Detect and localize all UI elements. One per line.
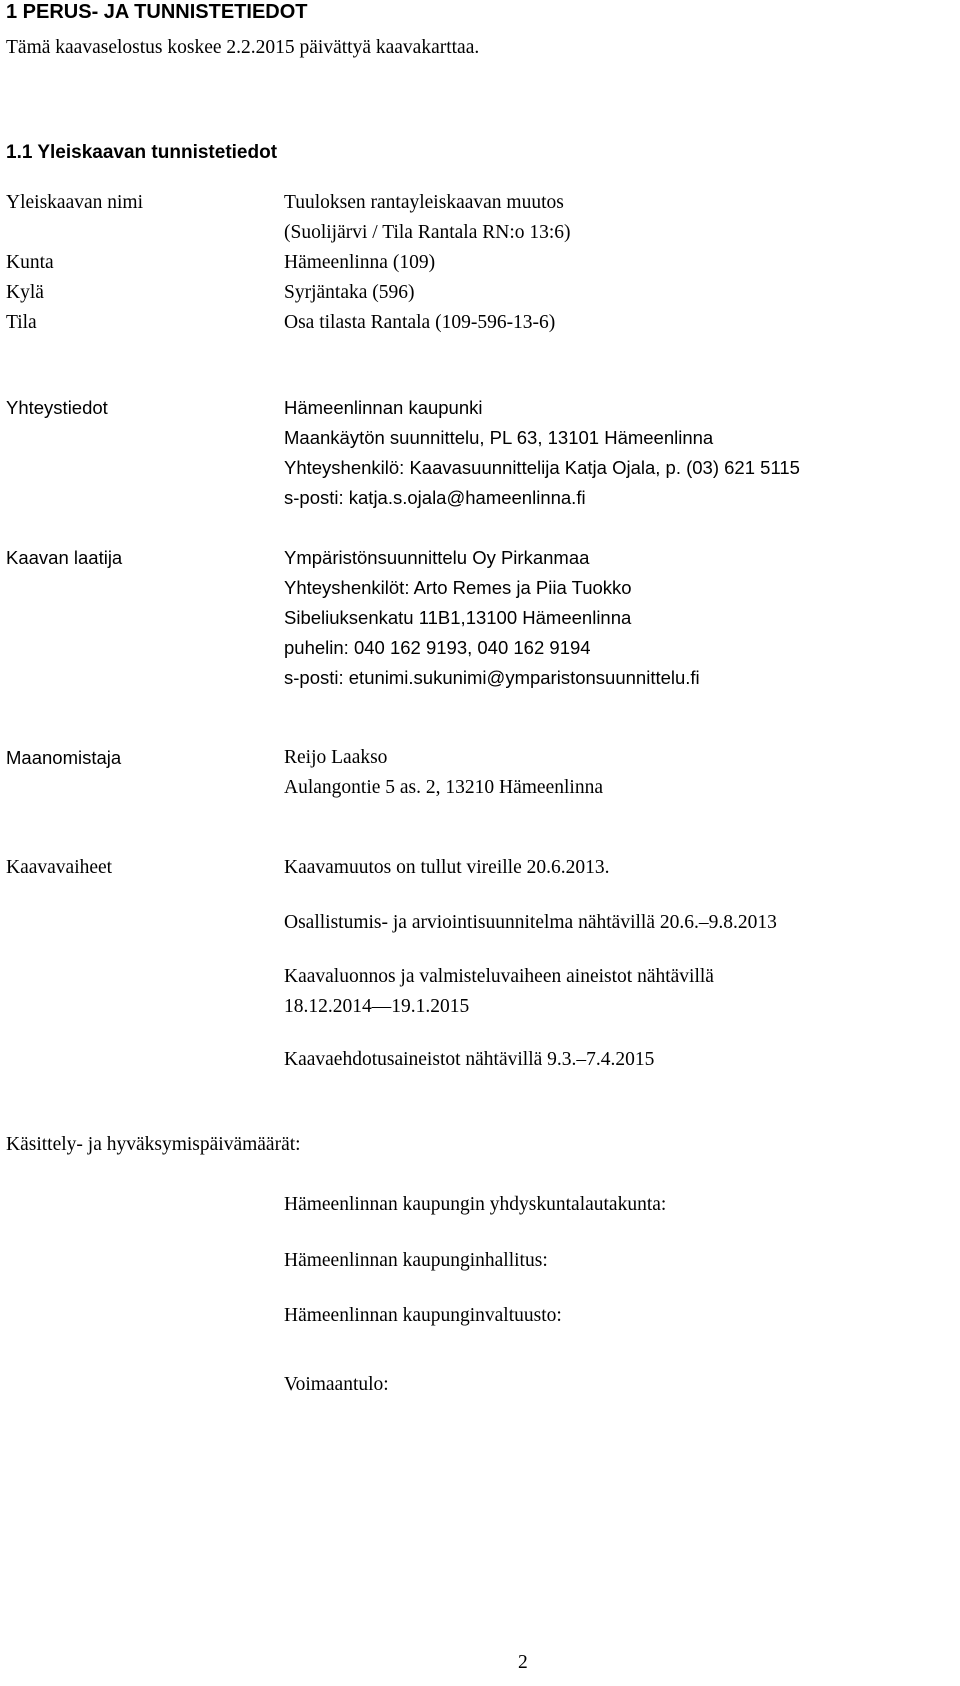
author-line: Ympäristönsuunnittelu Oy Pirkanmaa	[284, 547, 590, 568]
approval-item: Hämeenlinnan kaupunginvaltuusto:	[284, 1305, 562, 1326]
owner-address: Aulangontie 5 as. 2, 13210 Hämeenlinna	[284, 777, 603, 798]
page-number: 2	[518, 1652, 528, 1673]
contacts-line: Yhteyshenkilö: Kaavasuunnittelija Katja Ojala, p. (03) 621 5115	[284, 457, 800, 478]
approval-item: Hämeenlinnan kaupungin yhdyskuntalautakunta:	[284, 1194, 667, 1215]
plan-name-line2: (Suolijärvi / Tila Rantala RN:o 13:6)	[284, 222, 571, 243]
phases-label: Kaavavaiheet	[6, 857, 113, 878]
kyla-label: Kylä	[6, 282, 44, 303]
approval-item: Hämeenlinnan kaupunginhallitus:	[284, 1250, 548, 1271]
page-heading: 1 PERUS- JA TUNNISTETIEDOT	[6, 1, 308, 23]
contacts-line: Maankäytön suunnittelu, PL 63, 13101 Hämeenlinna	[284, 427, 714, 448]
author-line: puhelin: 040 162 9193, 040 162 9194	[284, 637, 591, 658]
owner-name: Reijo Laakso	[284, 747, 388, 768]
contacts-label: Yhteystiedot	[6, 397, 108, 418]
tila-label: Tila	[6, 312, 37, 333]
tila-value: Osa tilasta Rantala (109-596-13-6)	[284, 312, 556, 333]
contacts-email: s-posti: katja.s.ojala@hameenlinna.fi	[284, 487, 586, 508]
author-label: Kaavan laatija	[6, 547, 123, 568]
approval-item: Voimaantulo:	[284, 1374, 389, 1395]
phase-item: Kaavaluonnos ja valmisteluvaiheen aineistot nähtävillä	[284, 966, 714, 987]
phase-item: Kaavamuutos on tullut vireille 20.6.2013.	[284, 857, 610, 878]
phase-item: 18.12.2014—19.1.2015	[284, 996, 470, 1017]
phase-item: Osallistumis- ja arviointisuunnitelma nähtävillä 20.6.–9.8.2013	[284, 912, 777, 933]
kunta-label: Kunta	[6, 252, 54, 273]
plan-name-line1: Tuuloksen rantayleiskaavan muutos	[284, 192, 564, 213]
kunta-value: Hämeenlinna (109)	[284, 252, 436, 273]
plan-name-label: Yleiskaavan nimi	[6, 192, 144, 213]
section-subheading: 1.1 Yleiskaavan tunnistetiedot	[6, 142, 278, 163]
owner-label: Maanomistaja	[6, 747, 122, 768]
phase-item: Kaavaehdotusaineistot nähtävillä 9.3.–7.4.2015	[284, 1049, 655, 1070]
author-email: s-posti: etunimi.sukunimi@ymparistonsuunnittelu.fi	[284, 667, 700, 688]
author-line: Yhteyshenkilöt: Arto Remes ja Piia Tuokko	[284, 577, 632, 598]
author-line: Sibeliuksenkatu 11B1,13100 Hämeenlinna	[284, 607, 632, 628]
contacts-line: Hämeenlinnan kaupunki	[284, 397, 483, 418]
approval-label: Käsittely- ja hyväksymispäivämäärät:	[6, 1134, 301, 1155]
intro-text: Tämä kaavaselostus koskee 2.2.2015 päivättyä kaavakarttaa.	[6, 37, 480, 58]
kyla-value: Syrjäntaka (596)	[284, 282, 415, 303]
